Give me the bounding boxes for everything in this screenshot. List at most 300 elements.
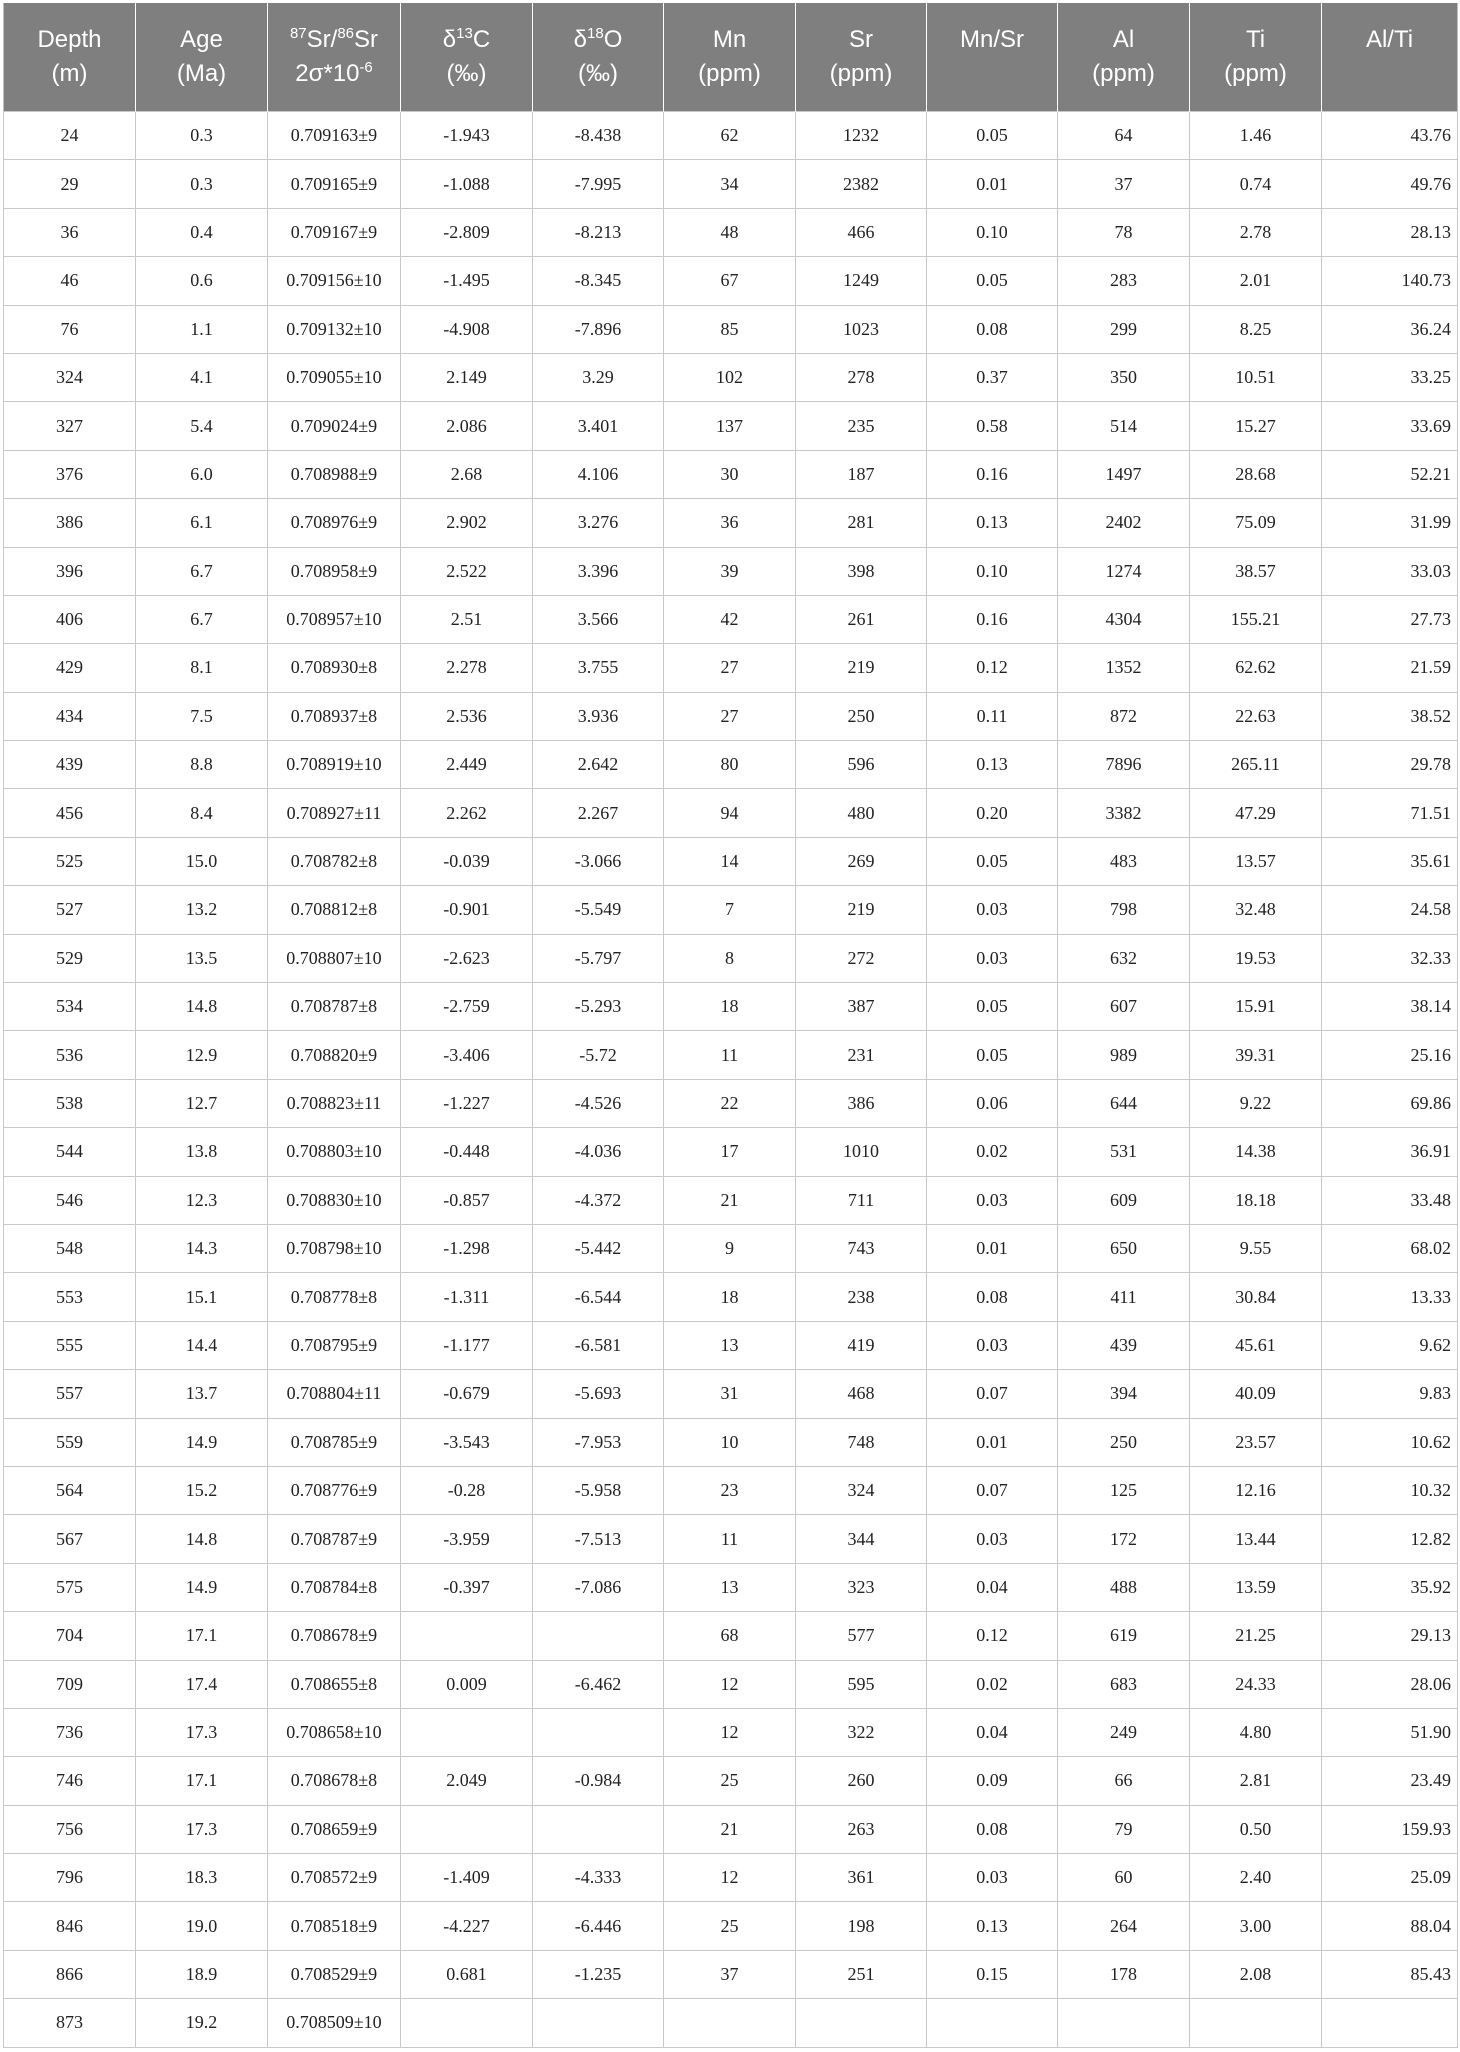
cell-mn: 25 bbox=[664, 1757, 796, 1805]
cell-sr-ratio: 0.709132±10 bbox=[268, 305, 401, 353]
cell-d18o: -5.549 bbox=[533, 886, 664, 934]
cell-mn-sr: 0.15 bbox=[927, 1950, 1058, 1998]
cell-age: 19.2 bbox=[136, 1999, 268, 2047]
cell-al: 872 bbox=[1058, 692, 1190, 740]
cell-mn-sr: 0.01 bbox=[927, 160, 1058, 208]
cell-age: 0.3 bbox=[136, 112, 268, 160]
cell-depth: 546 bbox=[4, 1176, 136, 1224]
cell-d13c: -0.039 bbox=[401, 837, 533, 885]
cell-mn-sr: 0.58 bbox=[927, 402, 1058, 450]
cell-age: 15.1 bbox=[136, 1273, 268, 1321]
cell-depth: 756 bbox=[4, 1805, 136, 1853]
cell-mn: 12 bbox=[664, 1708, 796, 1756]
cell-mn: 25 bbox=[664, 1902, 796, 1950]
cell-al-ti: 23.49 bbox=[1322, 1757, 1458, 1805]
cell-d18o: 2.267 bbox=[533, 789, 664, 837]
cell-sr: 480 bbox=[796, 789, 927, 837]
table-row bbox=[4, 1999, 1458, 2047]
cell-age: 15.2 bbox=[136, 1466, 268, 1514]
cell-age: 19.0 bbox=[136, 1902, 268, 1950]
cell-ti: 2.40 bbox=[1190, 1854, 1322, 1902]
unit-mn: (ppm) bbox=[664, 56, 796, 112]
cell-sr-ratio: 0.709055±10 bbox=[268, 353, 401, 401]
cell-d13c: -1.088 bbox=[401, 160, 533, 208]
cell-ti: 8.25 bbox=[1190, 305, 1322, 353]
cell-al-ti: 36.24 bbox=[1322, 305, 1458, 353]
cell-ti: 45.61 bbox=[1190, 1321, 1322, 1369]
cell-d18o: 3.401 bbox=[533, 402, 664, 450]
cell-d13c: -1.495 bbox=[401, 257, 533, 305]
cell-al: 531 bbox=[1058, 1128, 1190, 1176]
cell-d13c: -4.908 bbox=[401, 305, 533, 353]
cell-mn: 21 bbox=[664, 1805, 796, 1853]
cell-sr-ratio: 0.709156±10 bbox=[268, 257, 401, 305]
cell-mn-sr: 0.08 bbox=[927, 305, 1058, 353]
cell-depth: 557 bbox=[4, 1370, 136, 1418]
cell-al-ti: 52.21 bbox=[1322, 450, 1458, 498]
cell-ti: 15.27 bbox=[1190, 402, 1322, 450]
cell-sr-ratio: 0.708678±8 bbox=[268, 1757, 401, 1805]
cell-d13c: -4.227 bbox=[401, 1902, 533, 1950]
cell-al-ti: 28.13 bbox=[1322, 208, 1458, 256]
cell-sr: 235 bbox=[796, 402, 927, 450]
cell-depth: 429 bbox=[4, 644, 136, 692]
cell-mn-sr: 0.20 bbox=[927, 789, 1058, 837]
cell-al: 37 bbox=[1058, 160, 1190, 208]
cell-mn bbox=[664, 1999, 796, 2047]
cell-ti: 40.09 bbox=[1190, 1370, 1322, 1418]
cell-al: 644 bbox=[1058, 1079, 1190, 1127]
table-row bbox=[4, 1612, 1458, 1660]
cell-sr-ratio: 0.708655±8 bbox=[268, 1660, 401, 1708]
cell-ti: 2.78 bbox=[1190, 208, 1322, 256]
cell-al-ti: 51.90 bbox=[1322, 1708, 1458, 1756]
cell-sr-ratio: 0.708509±10 bbox=[268, 1999, 401, 2047]
cell-al: 172 bbox=[1058, 1515, 1190, 1563]
cell-d13c: 0.681 bbox=[401, 1950, 533, 1998]
cell-al-ti: 25.09 bbox=[1322, 1854, 1458, 1902]
cell-d18o: -6.446 bbox=[533, 1902, 664, 1950]
cell-al: 683 bbox=[1058, 1660, 1190, 1708]
table-row bbox=[4, 1031, 1458, 1079]
cell-mn: 102 bbox=[664, 353, 796, 401]
cell-age: 17.1 bbox=[136, 1612, 268, 1660]
cell-sr: 198 bbox=[796, 1902, 927, 1950]
cell-mn: 42 bbox=[664, 595, 796, 643]
cell-age: 0.6 bbox=[136, 257, 268, 305]
cell-sr-ratio: 0.708658±10 bbox=[268, 1708, 401, 1756]
cell-mn-sr: 0.03 bbox=[927, 1854, 1058, 1902]
cell-al: 250 bbox=[1058, 1418, 1190, 1466]
cell-al-ti: 33.48 bbox=[1322, 1176, 1458, 1224]
cell-al-ti: 12.82 bbox=[1322, 1515, 1458, 1563]
unit-d18o: (‰) bbox=[533, 56, 664, 112]
cell-mn-sr: 0.08 bbox=[927, 1273, 1058, 1321]
cell-mn: 137 bbox=[664, 402, 796, 450]
cell-depth: 746 bbox=[4, 1757, 136, 1805]
cell-al: 798 bbox=[1058, 886, 1190, 934]
cell-age: 7.5 bbox=[136, 692, 268, 740]
cell-mn-sr: 0.03 bbox=[927, 886, 1058, 934]
cell-sr-ratio: 0.708823±11 bbox=[268, 1079, 401, 1127]
unit-depth: (m) bbox=[4, 56, 136, 112]
cell-sr: 743 bbox=[796, 1224, 927, 1272]
cell-al: 607 bbox=[1058, 983, 1190, 1031]
cell-sr-ratio: 0.708518±9 bbox=[268, 1902, 401, 1950]
header-row-labels bbox=[4, 3, 1458, 56]
cell-ti: 14.38 bbox=[1190, 1128, 1322, 1176]
cell-depth: 439 bbox=[4, 741, 136, 789]
cell-d13c: -2.809 bbox=[401, 208, 533, 256]
cell-mn: 27 bbox=[664, 692, 796, 740]
cell-al: 264 bbox=[1058, 1902, 1190, 1950]
cell-mn: 17 bbox=[664, 1128, 796, 1176]
cell-mn: 30 bbox=[664, 450, 796, 498]
col-header-d13c: $\delta^{13}C$ bbox=[401, 3, 533, 56]
cell-depth: 544 bbox=[4, 1128, 136, 1176]
cell-d18o: -6.581 bbox=[533, 1321, 664, 1369]
cell-mn-sr: 0.01 bbox=[927, 1418, 1058, 1466]
cell-al-ti bbox=[1322, 1999, 1458, 2047]
cell-mn: 85 bbox=[664, 305, 796, 353]
cell-sr-ratio: 0.708787±9 bbox=[268, 1515, 401, 1563]
cell-ti: 3.00 bbox=[1190, 1902, 1322, 1950]
cell-mn-sr: 0.05 bbox=[927, 837, 1058, 885]
cell-age: 14.8 bbox=[136, 1515, 268, 1563]
cell-d18o: 3.29 bbox=[533, 353, 664, 401]
table-row bbox=[4, 160, 1458, 208]
cell-sr-ratio: 0.708937±8 bbox=[268, 692, 401, 740]
cell-al-ti: 38.14 bbox=[1322, 983, 1458, 1031]
cell-age: 8.4 bbox=[136, 789, 268, 837]
cell-d18o: -7.953 bbox=[533, 1418, 664, 1466]
cell-al: 7896 bbox=[1058, 741, 1190, 789]
cell-sr: 281 bbox=[796, 499, 927, 547]
cell-d18o: -7.896 bbox=[533, 305, 664, 353]
cell-mn: 7 bbox=[664, 886, 796, 934]
cell-age: 4.1 bbox=[136, 353, 268, 401]
cell-age: 13.8 bbox=[136, 1128, 268, 1176]
cell-d13c: 2.536 bbox=[401, 692, 533, 740]
cell-mn-sr: 0.12 bbox=[927, 1612, 1058, 1660]
cell-depth: 525 bbox=[4, 837, 136, 885]
unit-age: (Ma) bbox=[136, 56, 268, 112]
cell-d18o: 3.566 bbox=[533, 595, 664, 643]
cell-age: 12.9 bbox=[136, 1031, 268, 1079]
cell-sr-ratio: 0.708957±10 bbox=[268, 595, 401, 643]
cell-mn: 62 bbox=[664, 112, 796, 160]
cell-d13c: -1.177 bbox=[401, 1321, 533, 1369]
cell-al: 2402 bbox=[1058, 499, 1190, 547]
cell-d13c: -3.406 bbox=[401, 1031, 533, 1079]
cell-age: 0.3 bbox=[136, 160, 268, 208]
cell-sr: 322 bbox=[796, 1708, 927, 1756]
cell-sr-ratio: 0.708678±9 bbox=[268, 1612, 401, 1660]
cell-al: 609 bbox=[1058, 1176, 1190, 1224]
cell-sr-ratio: 0.708988±9 bbox=[268, 450, 401, 498]
cell-age: 13.5 bbox=[136, 934, 268, 982]
cell-mn: 94 bbox=[664, 789, 796, 837]
cell-al-ti: 71.51 bbox=[1322, 789, 1458, 837]
cell-sr: 250 bbox=[796, 692, 927, 740]
cell-al: 78 bbox=[1058, 208, 1190, 256]
cell-depth: 704 bbox=[4, 1612, 136, 1660]
cell-mn: 8 bbox=[664, 934, 796, 982]
table-row bbox=[4, 1805, 1458, 1853]
cell-d13c: 0.009 bbox=[401, 1660, 533, 1708]
cell-ti: 22.63 bbox=[1190, 692, 1322, 740]
cell-depth: 555 bbox=[4, 1321, 136, 1369]
cell-mn-sr: 0.05 bbox=[927, 112, 1058, 160]
cell-d18o: -4.333 bbox=[533, 1854, 664, 1902]
cell-al-ti: 85.43 bbox=[1322, 1950, 1458, 1998]
cell-depth: 24 bbox=[4, 112, 136, 160]
cell-mn: 12 bbox=[664, 1660, 796, 1708]
cell-mn: 23 bbox=[664, 1466, 796, 1514]
cell-sr: 711 bbox=[796, 1176, 927, 1224]
cell-al-ti: 69.86 bbox=[1322, 1079, 1458, 1127]
cell-d18o bbox=[533, 1805, 664, 1853]
cell-age: 6.7 bbox=[136, 595, 268, 643]
cell-ti: 75.09 bbox=[1190, 499, 1322, 547]
cell-al: 350 bbox=[1058, 353, 1190, 401]
cell-mn: 9 bbox=[664, 1224, 796, 1272]
cell-al-ti: 9.83 bbox=[1322, 1370, 1458, 1418]
cell-d18o: -6.544 bbox=[533, 1273, 664, 1321]
cell-d13c: 2.262 bbox=[401, 789, 533, 837]
cell-ti: 0.50 bbox=[1190, 1805, 1322, 1853]
cell-sr: 361 bbox=[796, 1854, 927, 1902]
cell-d13c: -2.623 bbox=[401, 934, 533, 982]
cell-sr: 323 bbox=[796, 1563, 927, 1611]
cell-al-ti: 13.33 bbox=[1322, 1273, 1458, 1321]
cell-mn: 12 bbox=[664, 1854, 796, 1902]
cell-ti: 19.53 bbox=[1190, 934, 1322, 982]
cell-al: 64 bbox=[1058, 112, 1190, 160]
cell-al-ti: 35.92 bbox=[1322, 1563, 1458, 1611]
cell-ti: 47.29 bbox=[1190, 789, 1322, 837]
cell-sr-ratio: 0.709024±9 bbox=[268, 402, 401, 450]
col-header-depth: Depth bbox=[4, 3, 136, 56]
table-row bbox=[4, 1466, 1458, 1514]
cell-mn-sr: 0.11 bbox=[927, 692, 1058, 740]
col-header-d18o: $\delta^{18}O$ bbox=[533, 3, 664, 56]
cell-ti: 38.57 bbox=[1190, 547, 1322, 595]
unit-mn-sr bbox=[927, 56, 1058, 112]
cell-d18o bbox=[533, 1999, 664, 2047]
cell-age: 8.8 bbox=[136, 741, 268, 789]
cell-sr-ratio: 0.708958±9 bbox=[268, 547, 401, 595]
cell-mn-sr: 0.06 bbox=[927, 1079, 1058, 1127]
cell-depth: 529 bbox=[4, 934, 136, 982]
cell-al-ti: 27.73 bbox=[1322, 595, 1458, 643]
cell-al: 79 bbox=[1058, 1805, 1190, 1853]
cell-depth: 324 bbox=[4, 353, 136, 401]
cell-sr-ratio: 0.708798±10 bbox=[268, 1224, 401, 1272]
table-row bbox=[4, 112, 1458, 160]
cell-depth: 29 bbox=[4, 160, 136, 208]
cell-al: 411 bbox=[1058, 1273, 1190, 1321]
cell-depth: 736 bbox=[4, 1708, 136, 1756]
cell-ti: 9.22 bbox=[1190, 1079, 1322, 1127]
cell-sr: 386 bbox=[796, 1079, 927, 1127]
table-row bbox=[4, 1757, 1458, 1805]
table-row bbox=[4, 1079, 1458, 1127]
cell-al: 439 bbox=[1058, 1321, 1190, 1369]
cell-mn-sr: 0.01 bbox=[927, 1224, 1058, 1272]
cell-sr: 251 bbox=[796, 1950, 927, 1998]
table-row bbox=[4, 499, 1458, 547]
cell-d18o: 4.106 bbox=[533, 450, 664, 498]
cell-age: 17.4 bbox=[136, 1660, 268, 1708]
cell-d13c: 2.522 bbox=[401, 547, 533, 595]
cell-d13c: 2.086 bbox=[401, 402, 533, 450]
cell-sr: 1010 bbox=[796, 1128, 927, 1176]
cell-mn-sr: 0.04 bbox=[927, 1708, 1058, 1756]
cell-sr: 1023 bbox=[796, 305, 927, 353]
cell-sr-ratio: 0.708795±9 bbox=[268, 1321, 401, 1369]
table-row bbox=[4, 1273, 1458, 1321]
cell-al: 3382 bbox=[1058, 789, 1190, 837]
cell-sr: 272 bbox=[796, 934, 927, 982]
cell-sr: 187 bbox=[796, 450, 927, 498]
cell-age: 13.7 bbox=[136, 1370, 268, 1418]
cell-mn: 80 bbox=[664, 741, 796, 789]
cell-depth: 567 bbox=[4, 1515, 136, 1563]
cell-d13c: 2.902 bbox=[401, 499, 533, 547]
cell-mn-sr: 0.37 bbox=[927, 353, 1058, 401]
cell-mn-sr: 0.05 bbox=[927, 1031, 1058, 1079]
cell-al-ti: 140.73 bbox=[1322, 257, 1458, 305]
cell-sr: 748 bbox=[796, 1418, 927, 1466]
cell-mn: 37 bbox=[664, 1950, 796, 1998]
cell-depth: 553 bbox=[4, 1273, 136, 1321]
cell-sr: 263 bbox=[796, 1805, 927, 1853]
cell-al-ti: 10.62 bbox=[1322, 1418, 1458, 1466]
cell-ti: 0.74 bbox=[1190, 160, 1322, 208]
cell-ti: 2.81 bbox=[1190, 1757, 1322, 1805]
cell-sr-ratio: 0.708919±10 bbox=[268, 741, 401, 789]
cell-sr-ratio: 0.708787±8 bbox=[268, 983, 401, 1031]
cell-al-ti: 9.62 bbox=[1322, 1321, 1458, 1369]
cell-mn-sr: 0.03 bbox=[927, 1515, 1058, 1563]
cell-sr: 2382 bbox=[796, 160, 927, 208]
cell-al-ti: 24.58 bbox=[1322, 886, 1458, 934]
table-row bbox=[4, 789, 1458, 837]
cell-d18o: -4.526 bbox=[533, 1079, 664, 1127]
cell-d18o: 3.936 bbox=[533, 692, 664, 740]
cell-sr-ratio: 0.708659±9 bbox=[268, 1805, 401, 1853]
data-table bbox=[3, 3, 1458, 2048]
cell-sr: 595 bbox=[796, 1660, 927, 1708]
cell-ti: 1.46 bbox=[1190, 112, 1322, 160]
cell-depth: 548 bbox=[4, 1224, 136, 1272]
cell-al-ti: 33.25 bbox=[1322, 353, 1458, 401]
cell-age: 6.1 bbox=[136, 499, 268, 547]
table-row bbox=[4, 547, 1458, 595]
cell-d18o: 3.755 bbox=[533, 644, 664, 692]
table-row bbox=[4, 1515, 1458, 1563]
cell-mn-sr: 0.07 bbox=[927, 1370, 1058, 1418]
cell-al: 283 bbox=[1058, 257, 1190, 305]
unit-d13c: (‰) bbox=[401, 56, 533, 112]
cell-depth: 386 bbox=[4, 499, 136, 547]
cell-ti: 13.59 bbox=[1190, 1563, 1322, 1611]
cell-al-ti: 25.16 bbox=[1322, 1031, 1458, 1079]
cell-d13c: -0.28 bbox=[401, 1466, 533, 1514]
cell-mn-sr: 0.02 bbox=[927, 1128, 1058, 1176]
cell-depth: 873 bbox=[4, 1999, 136, 2047]
col-header-age: Age bbox=[136, 3, 268, 56]
cell-ti: 13.57 bbox=[1190, 837, 1322, 885]
cell-mn-sr: 0.13 bbox=[927, 499, 1058, 547]
cell-d18o: -8.213 bbox=[533, 208, 664, 256]
cell-d18o: -3.066 bbox=[533, 837, 664, 885]
cell-age: 14.8 bbox=[136, 983, 268, 1031]
cell-d13c: 2.149 bbox=[401, 353, 533, 401]
cell-sr-ratio: 0.708572±9 bbox=[268, 1854, 401, 1902]
cell-depth: 434 bbox=[4, 692, 136, 740]
cell-sr-ratio: 0.708803±10 bbox=[268, 1128, 401, 1176]
cell-sr-ratio: 0.709167±9 bbox=[268, 208, 401, 256]
table-row bbox=[4, 353, 1458, 401]
cell-d13c: -1.227 bbox=[401, 1079, 533, 1127]
cell-age: 14.9 bbox=[136, 1563, 268, 1611]
cell-al-ti: 29.78 bbox=[1322, 741, 1458, 789]
cell-sr: 219 bbox=[796, 644, 927, 692]
table-row bbox=[4, 983, 1458, 1031]
unit-al: (ppm) bbox=[1058, 56, 1190, 112]
cell-ti: 15.91 bbox=[1190, 983, 1322, 1031]
cell-d18o bbox=[533, 1708, 664, 1756]
cell-age: 17.3 bbox=[136, 1805, 268, 1853]
cell-d13c: 2.68 bbox=[401, 450, 533, 498]
cell-d13c: -3.543 bbox=[401, 1418, 533, 1466]
table-row bbox=[4, 1176, 1458, 1224]
cell-sr-ratio: 0.708529±9 bbox=[268, 1950, 401, 1998]
cell-ti: 4.80 bbox=[1190, 1708, 1322, 1756]
cell-d18o: -7.995 bbox=[533, 160, 664, 208]
cell-depth: 406 bbox=[4, 595, 136, 643]
cell-al: 394 bbox=[1058, 1370, 1190, 1418]
table-row bbox=[4, 1128, 1458, 1176]
cell-mn: 11 bbox=[664, 1031, 796, 1079]
cell-al-ti: 49.76 bbox=[1322, 160, 1458, 208]
cell-sr: 419 bbox=[796, 1321, 927, 1369]
cell-al-ti: 33.69 bbox=[1322, 402, 1458, 450]
table-row bbox=[4, 402, 1458, 450]
cell-depth: 709 bbox=[4, 1660, 136, 1708]
cell-depth: 796 bbox=[4, 1854, 136, 1902]
cell-sr: 1232 bbox=[796, 112, 927, 160]
table-row bbox=[4, 692, 1458, 740]
cell-d18o: -6.462 bbox=[533, 1660, 664, 1708]
cell-sr-ratio: 0.708930±8 bbox=[268, 644, 401, 692]
table-row bbox=[4, 208, 1458, 256]
cell-d13c: -0.397 bbox=[401, 1563, 533, 1611]
cell-sr: 269 bbox=[796, 837, 927, 885]
cell-sr-ratio: 0.708784±8 bbox=[268, 1563, 401, 1611]
col-header-mn-sr: Mn/Sr bbox=[927, 3, 1058, 56]
cell-mn-sr: 0.04 bbox=[927, 1563, 1058, 1611]
col-header-sr: Sr bbox=[796, 3, 927, 56]
cell-sr: 261 bbox=[796, 595, 927, 643]
cell-d18o: -5.958 bbox=[533, 1466, 664, 1514]
cell-al-ti: 28.06 bbox=[1322, 1660, 1458, 1708]
cell-al: 60 bbox=[1058, 1854, 1190, 1902]
cell-sr: 219 bbox=[796, 886, 927, 934]
cell-age: 18.9 bbox=[136, 1950, 268, 1998]
